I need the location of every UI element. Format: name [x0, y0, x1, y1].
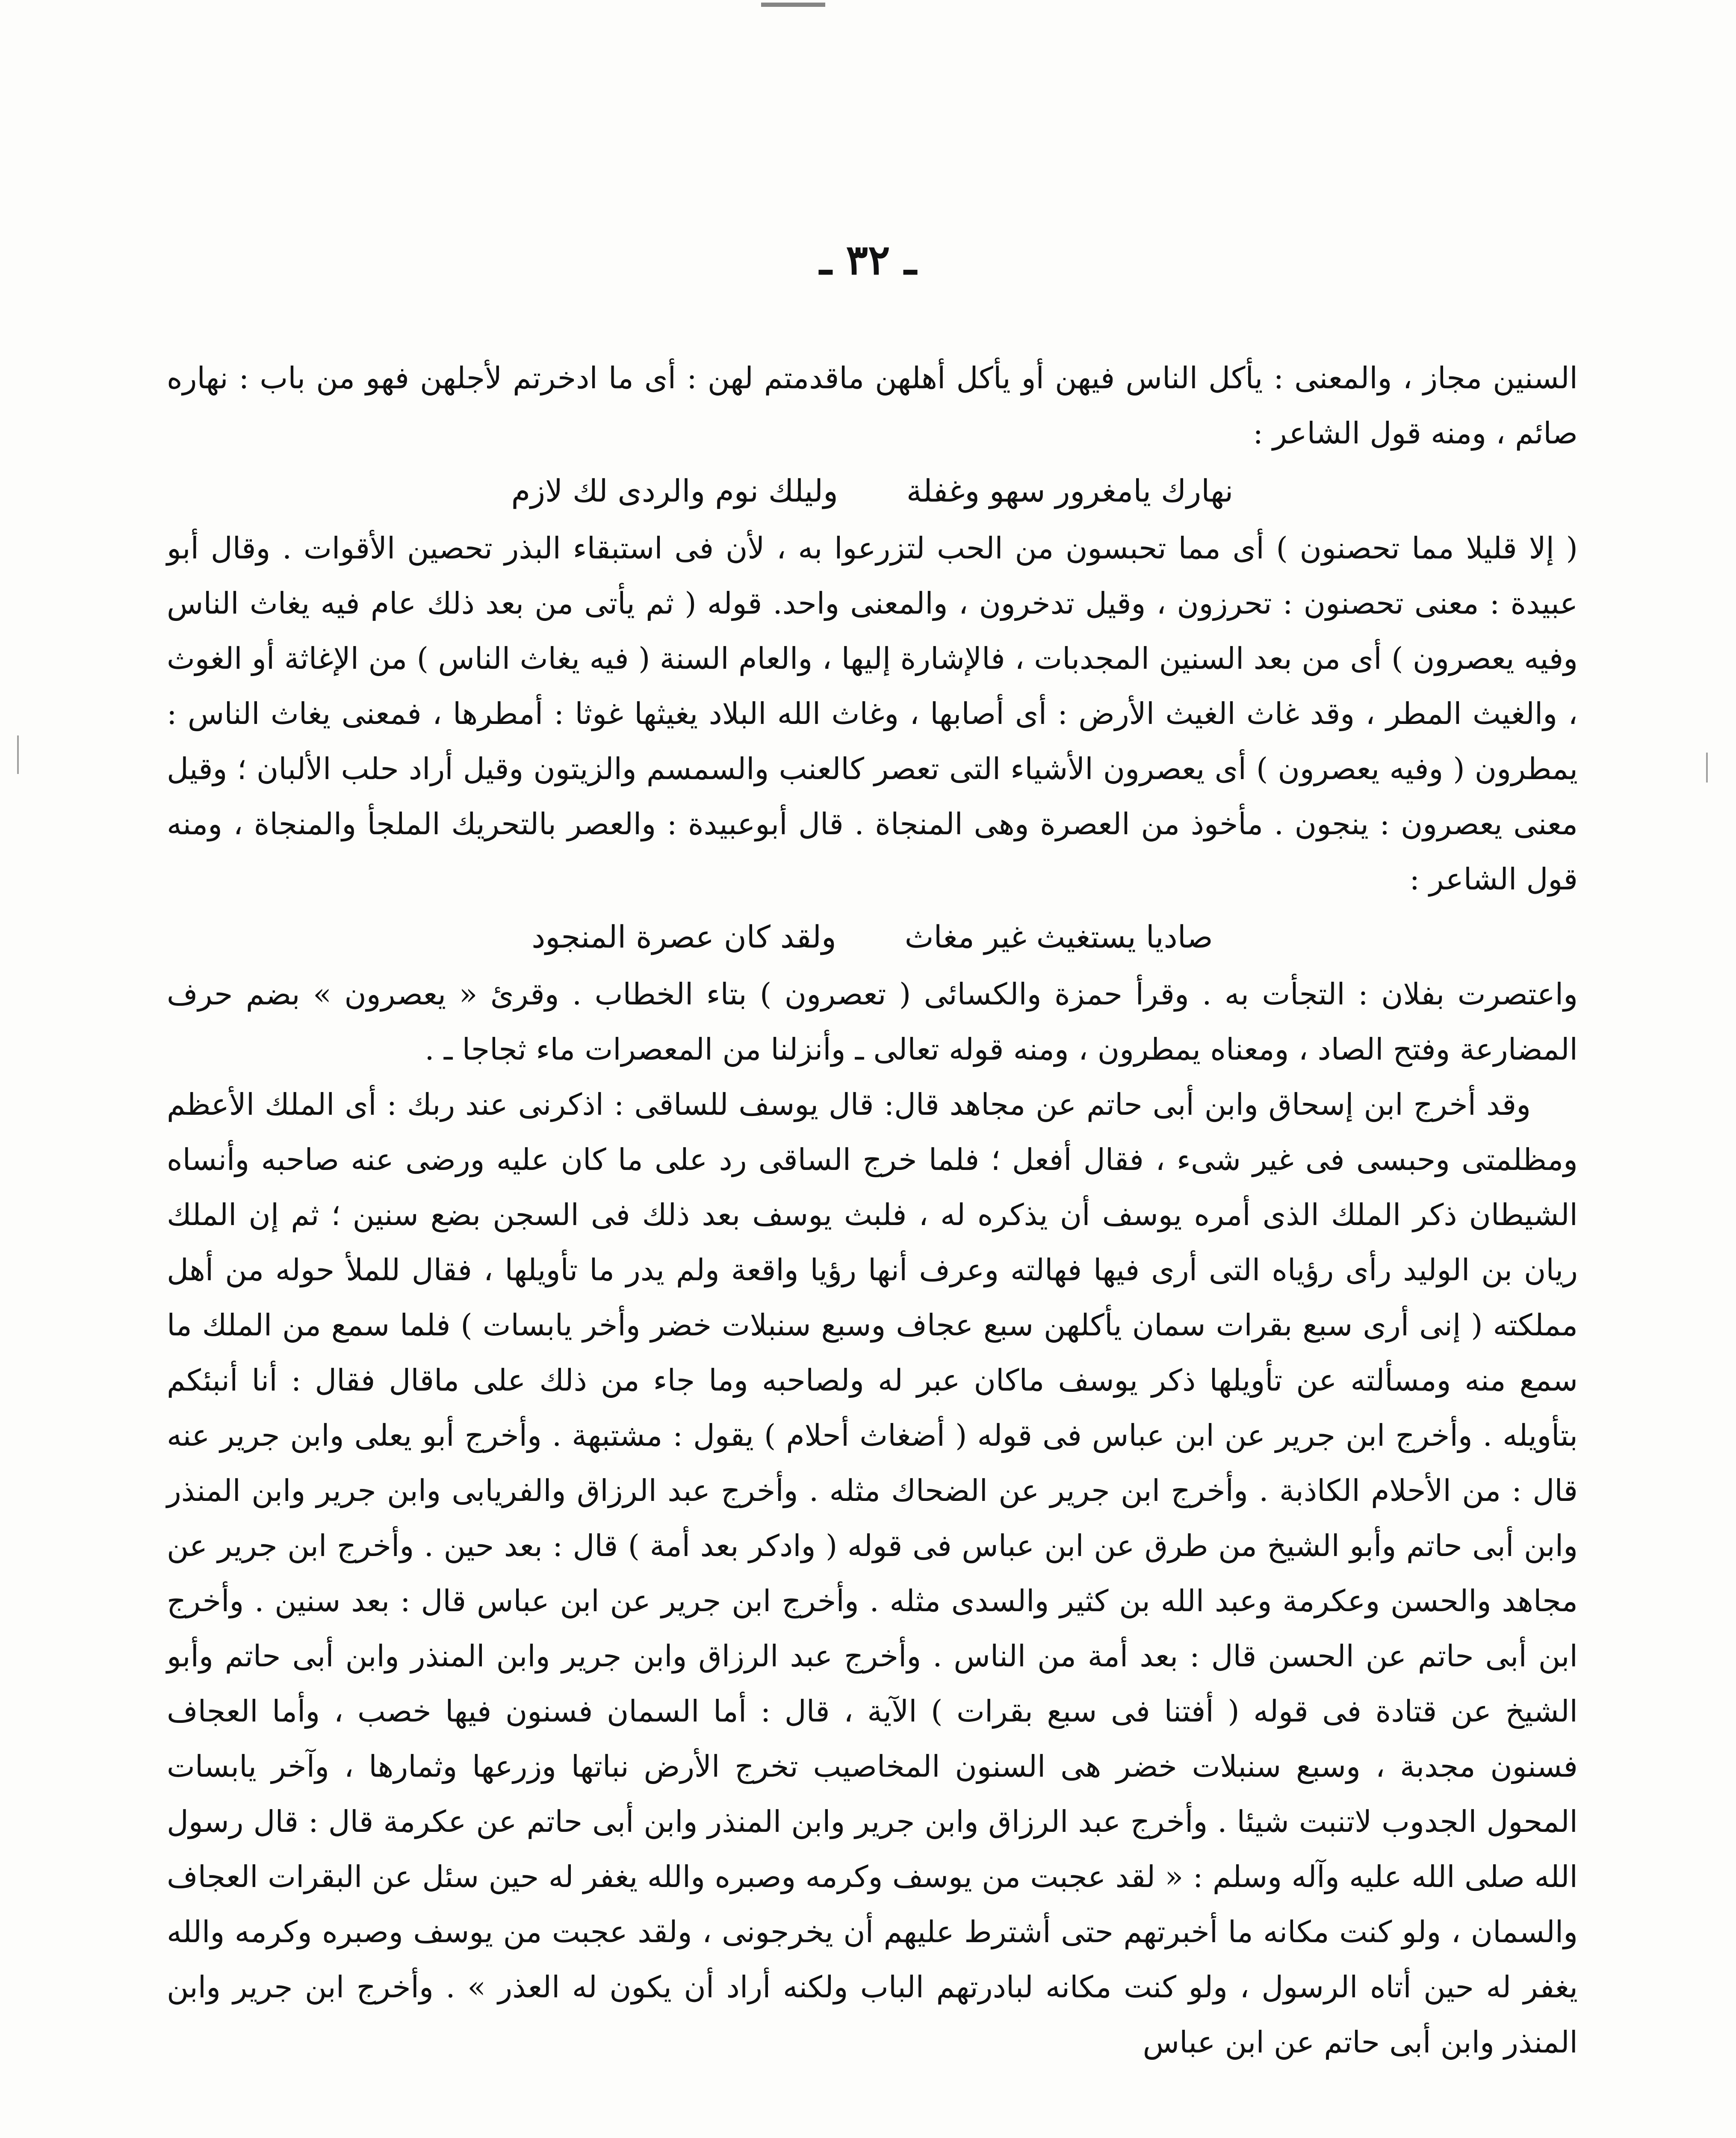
margin-tick-left [17, 735, 19, 774]
paragraph-4: وقد أخرج ابن إسحاق وابن أبى حاتم عن مجاهد قال: قال يوسف للساقى : اذكرنى عند ربك : أى الملك الأعظم ومظلمتى وحبسى فى غير شىء ، فقال أفعل ؛ فلما خرج الساقى رد على ما كان عليه ورضى عنه صاحبه وأنساه الشيطان ذكر الملك الذى أمره يوسف أن يذكره له ، فلبث يوسف بعد ذلك فى السجن بضع سنين ؛ ثم إن الملك ريان بن الوليد رأى رؤياه التى أرى فيها فهالته وعرف أنها رؤيا واقعة ولم يدر ما تأويلها ، فقال للملأ حوله من أهل مملكته ( إنى أرى سبع بقرات سمان يأكلهن سبع عجاف وسبع سنبلات خضر وأخر يابسات ) فلما سمع من الملك ما سمع منه ومسألته عن تأويلها ذكر يوسف ماكان عبر له ولصاحبه وما جاء من ذلك على ماقال فقال : أنا أنبئكم بتأويله . وأخرج ابن جرير عن ابن عباس فى قوله ( أضغاث أحلام ) يقول : مشتبهة . وأخرج أبو يعلى وابن جرير عنه قال : من الأحلام الكاذبة . وأخرج ابن جرير عن الضحاك مثله . وأخرج عبد الرزاق والفريابى وابن جرير وابن المنذر وابن أبى حاتم وأبو الشيخ من طرق عن ابن عباس فى قوله ( وادكر بعد أمة ) قال : بعد حين . وأخرج ابن جرير عن مجاهد والحسن وعكرمة وعبد الله بن كثير والسدى مثله . وأخرج ابن جرير عن ابن عباس قال : بعد سنين . وأخرج ابن أبى حاتم عن الحسن قال : بعد أمة من الناس . وأخرج عبد الرزاق وابن جرير وابن المنذر وابن أبى حاتم وأبو الشيخ عن قتادة فى قوله ( أفتنا فى سبع بقرات ) الآية ، قال : أما السمان فسنون فيها خصب ، وأما العجاف فسنون مجدبة ، وسبع سنبلات خضر هى السنون المخاصيب تخرج الأرض نباتها وزرعها وثمارها ، وآخر يابسات المحول الجدوب لاتنبت شيئا . وأخرج عبد الرزاق وابن جرير وابن المنذر وابن أبى حاتم عن عكرمة قال : قال رسول الله صلى الله عليه وآله وسلم : « لقد عجبت من يوسف وكرمه وصبره والله يغفر له حين سئل عن البقرات العجاف والسمان ، ولو كنت مكانه ما أخبرتهم حتى أشترط عليهم أن يخرجونى ، ولقد عجبت من يوسف وصبره وكرمه والله يغفر له حين أتاه الرسول ، ولو كنت مكانه لبادرتهم الباب ولكنه أراد أن يكون له العذر » . وأخرج ابن جرير وابن المنذر وابن أبى حاتم عن ابن عباس [167, 1087, 1578, 2060]
top-edge-mark [761, 3, 825, 7]
paragraph-1: السنين مجاز ، والمعنى : يأكل الناس فيهن أو يأكل أهلهن ماقدمتم لهن : أى ما ادخرتم لأجلهن فهو من باب : نهاره صائم ، ومنه قول الشاعر : [167, 360, 1578, 451]
verse-1 [167, 461, 1578, 521]
verse-1-first-hemistich: نهارك يامغرور سهو وغفلة [906, 473, 1234, 509]
page-number: ـ ٣٢ ـ [819, 236, 917, 284]
paragraph-2: ( إلا قليلا مما تحصنون ) أى مما تحبسون من الحب لتزرعوا به ، لأن فى استبقاء البذر تحصين الأقوات . وقال أبو عبيدة : معنى تحصنون : تحرزون ، وقيل تدخرون ، والمعنى واحد. قوله ( ثم يأتى من بعد ذلك عام فيه يغاث الناس وفيه يعصرون ) أى من بعد السنين المجدبات ، فالإشارة إليها ، والعام السنة ( فيه يغاث الناس ) من الإغاثة أو الغوث ، والغيث المطر ، وقد غاث الغيث الأرض : أى أصابها ، وغاث الله البلاد يغيثها غوثا : أمطرها ، فمعنى يغاث الناس : يمطرون ( وفيه يعصرون ) أى يعصرون الأشياء التى تعصر كالعنب والسمسم والزيتون وقيل أراد حلب الألبان ؛ وقيل معنى يعصرون : ينجون . مأخوذ من العصرة وهى المنجاة . قال أبوعبيدة : والعصر بالتحريك الملجأ والمنجاة ، ومنه قول الشاعر : [167, 531, 1578, 897]
verse-2 [167, 907, 1578, 967]
verse-1-second-hemistich: وليلك نوم والردى لك لازم [511, 473, 838, 509]
margin-tick-right [1706, 753, 1708, 783]
verse-2-second-hemistich: ولقد كان عصرة المنجود [531, 919, 836, 955]
page-body [167, 351, 1578, 2070]
paragraph-3: واعتصرت بفلان : التجأت به . وقرأ حمزة والكسائى ( تعصرون ) بتاء الخطاب . وقرئ « يعصرون » بضم حرف المضارعة وفتح الصاد ، ومعناه يمطرون ، ومنه قوله تعالى ـ وأنزلنا من المعصرات ماء ثجاجا ـ . [167, 977, 1578, 1067]
verse-2-first-hemistich: صاديا يستغيث غير مغاث [904, 919, 1213, 955]
